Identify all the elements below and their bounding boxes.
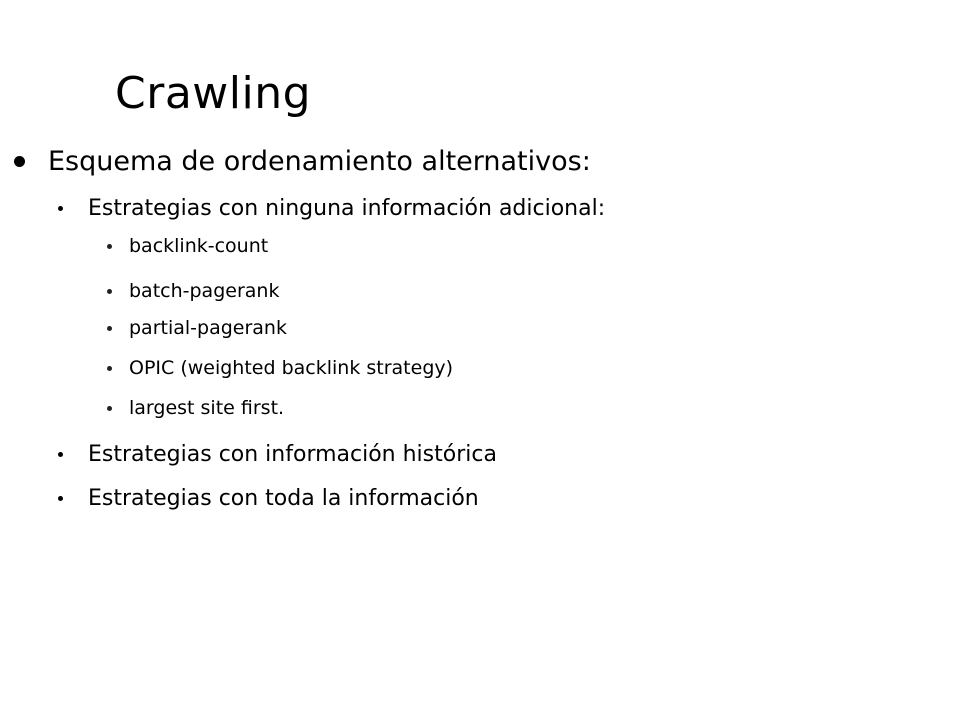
- bullet-dot-icon: [107, 326, 112, 331]
- subitem-opic: [107, 352, 453, 384]
- subitem-text: largest site first.: [129, 397, 285, 419]
- bullet-dot-icon: [107, 366, 112, 371]
- subitem-text: partial-pagerank: [129, 317, 287, 339]
- bullet-level2-historical: [58, 436, 497, 472]
- bullet-dot-icon: [107, 289, 112, 294]
- bullet-level1-text: Esquema de ordenamiento alternativos:: [48, 145, 591, 177]
- bullet-dot-icon: [107, 244, 112, 249]
- subitem-text: batch-pagerank: [129, 280, 280, 302]
- bullet-dot-icon: [58, 206, 63, 211]
- bullet-dot-icon: [58, 452, 63, 457]
- bullet-dot-icon: [58, 496, 63, 501]
- subitem-batch-pagerank: [107, 275, 279, 307]
- bullet-level2-text: Estrategias con toda la información: [88, 485, 479, 511]
- bullet-level1: [14, 139, 591, 183]
- subitem-partial-pagerank: [107, 312, 287, 344]
- bullet-dot-icon: [107, 406, 112, 411]
- bullet-level2-full-info: [58, 480, 479, 516]
- subitem-largest-site-first: [107, 392, 284, 424]
- subitem-backlink-count: [107, 230, 268, 262]
- subitem-text: backlink-count: [129, 235, 269, 257]
- bullet-level2-text: Estrategias con ninguna información adicional:: [88, 195, 606, 221]
- bullet-level2-text: Estrategias con información histórica: [88, 441, 497, 467]
- bullet-dot-icon: [14, 156, 25, 167]
- slide-title: Crawling: [115, 68, 312, 119]
- subitem-text: OPIC (weighted backlink strategy): [129, 357, 454, 379]
- bullet-level2-no-info: [58, 190, 605, 226]
